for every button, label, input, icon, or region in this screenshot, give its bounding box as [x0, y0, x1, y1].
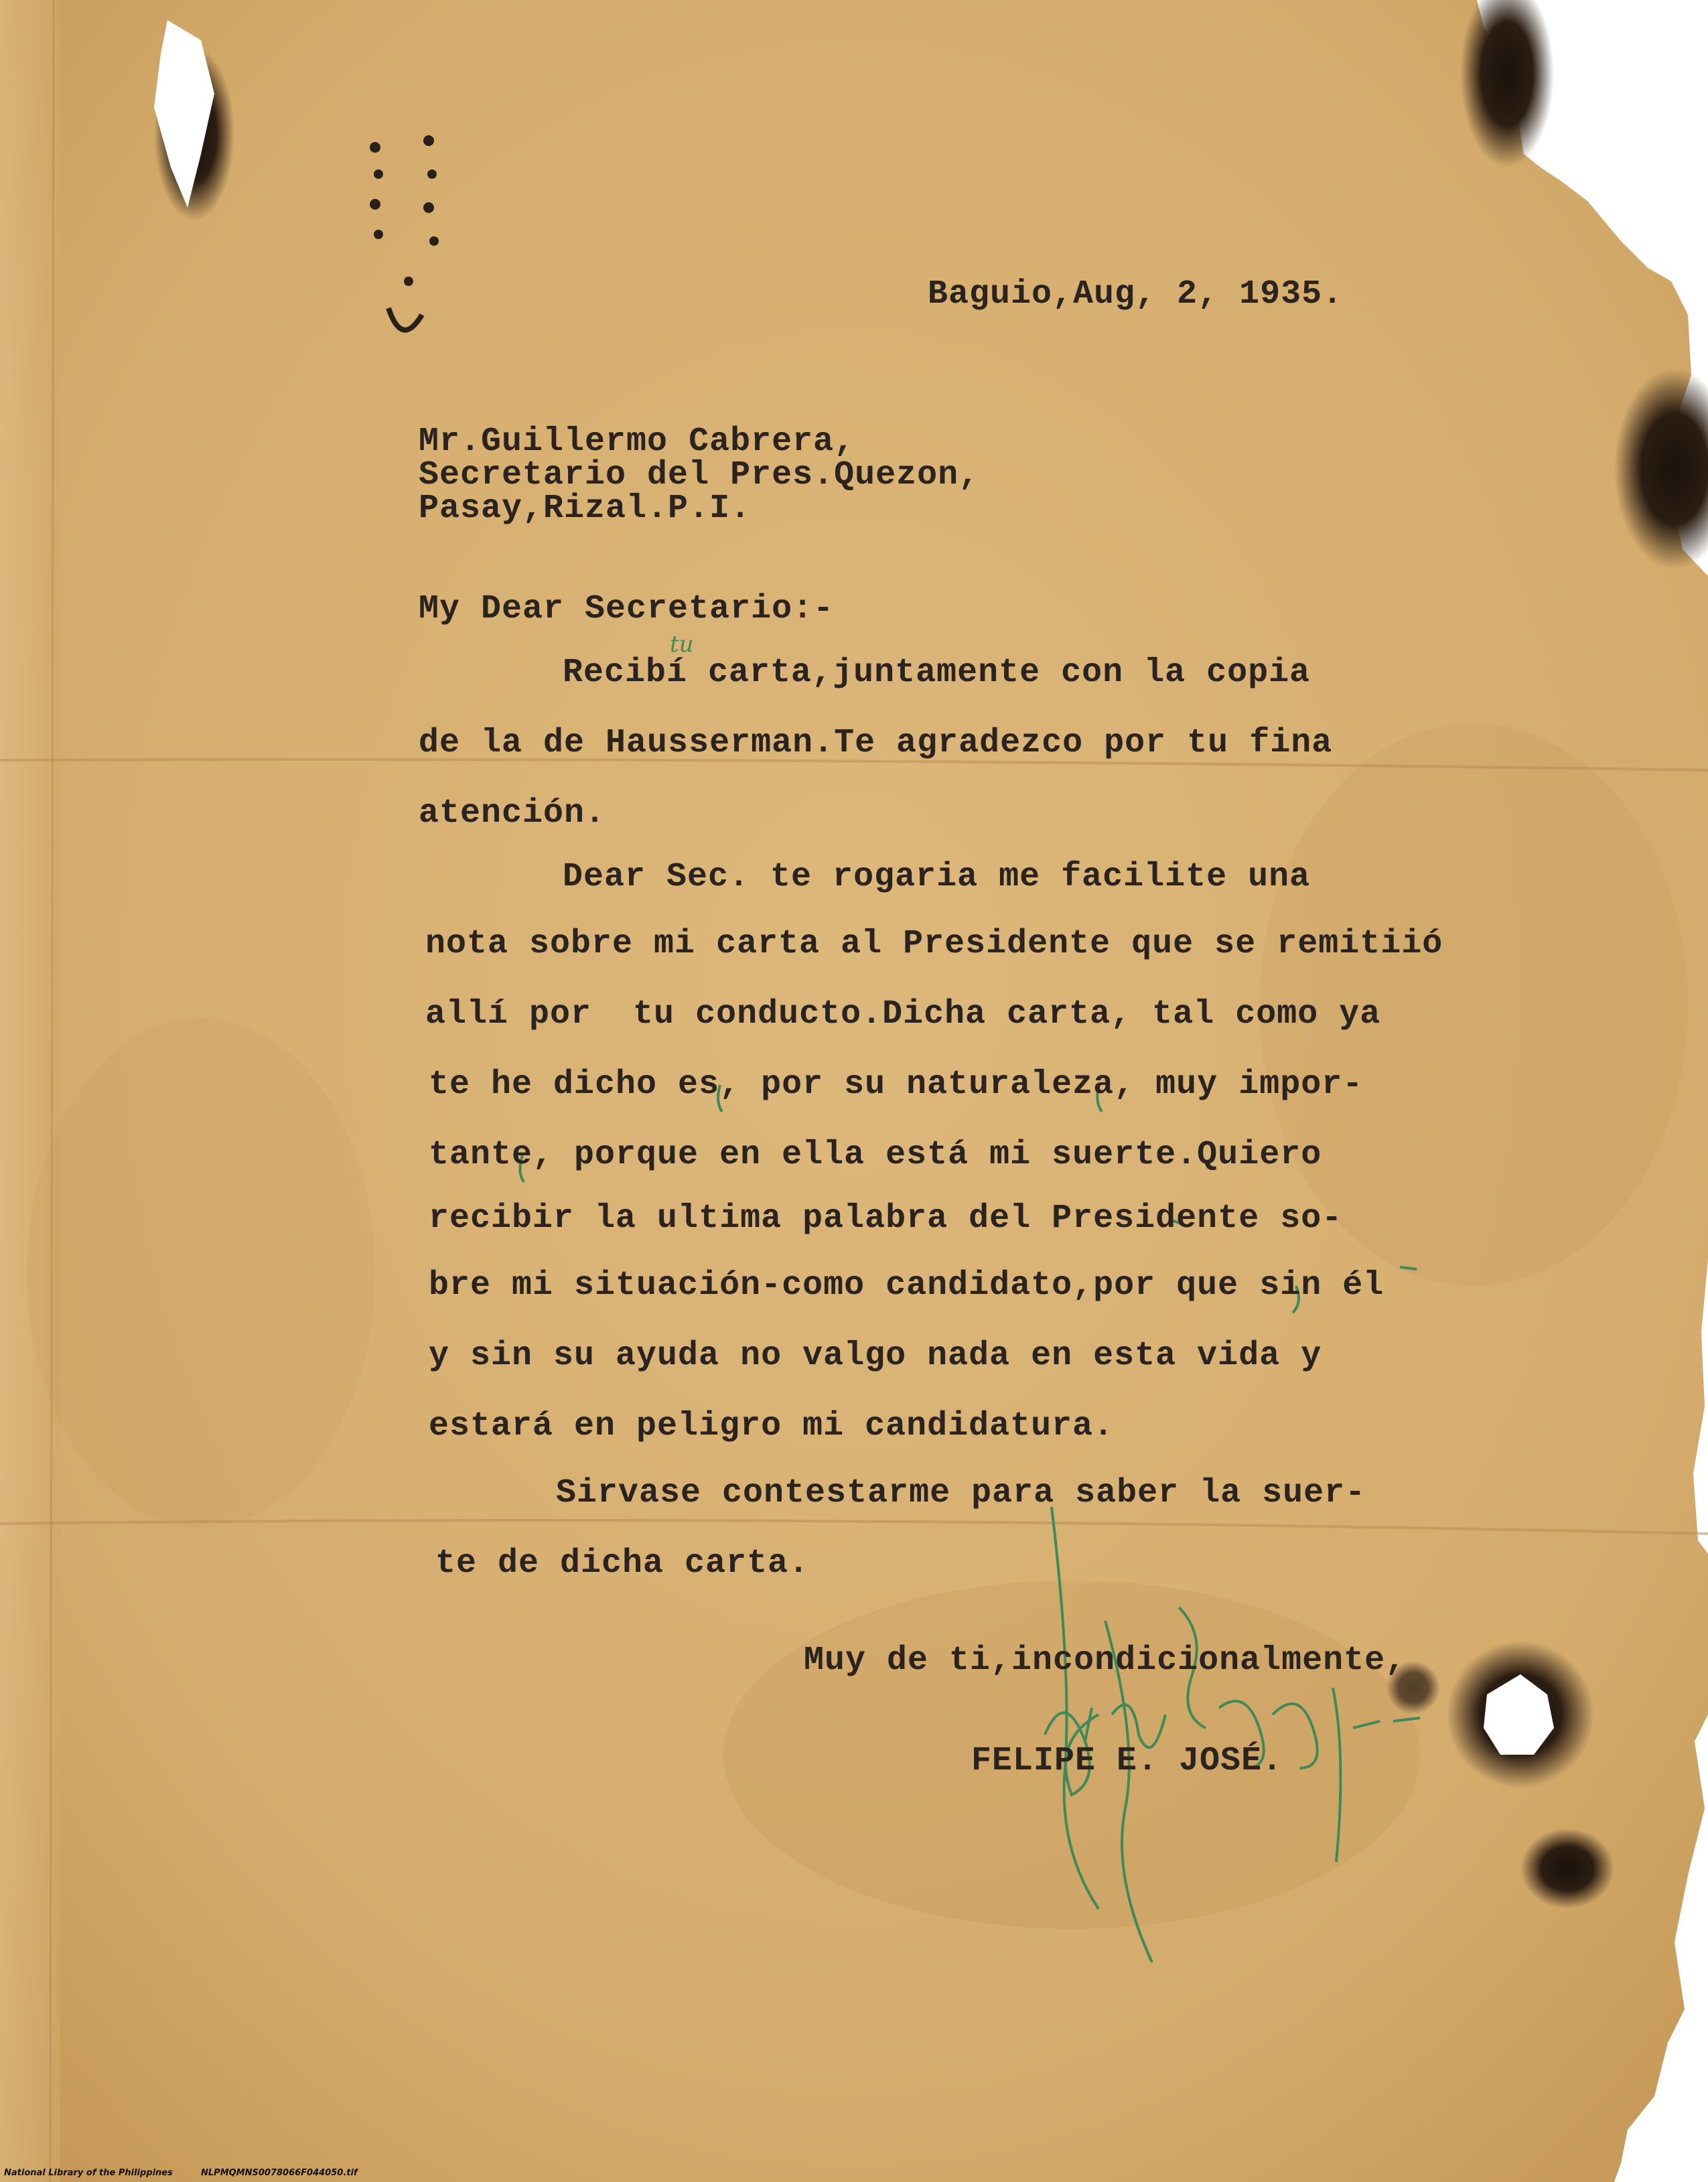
body-line: allí por tu conducto.Dicha carta, tal como ya — [425, 995, 1381, 1033]
footer-library: National Library of the Philippines — [4, 2168, 173, 2178]
body-line: bre mi situación-como candidato,por que sin él — [429, 1266, 1384, 1305]
body-line: y sin su ayuda no valgo nada en esta vida y — [429, 1337, 1322, 1375]
footer-file-id: NLPMQMNS0078066F044050.tif — [201, 2168, 358, 2178]
body-line: te de dicha carta. — [435, 1544, 810, 1583]
handwritten-insert: tu — [670, 631, 694, 658]
closing: Muy de ti,incondicionalmente, — [804, 1642, 1407, 1680]
body-line: tante, porque en ella está mi suerte.Quiero — [429, 1136, 1322, 1174]
body-line: atención. — [419, 794, 606, 832]
body-line: Dear Sec. te rogaria me facilite una — [563, 858, 1311, 896]
recipient-title: Secretario del Pres.Quezon, — [419, 456, 980, 494]
body-line: Sirvase contestarme para saber la suer- — [556, 1474, 1366, 1512]
body-line: de la de Hausserman.Te agradezco por tu fina — [419, 724, 1333, 762]
body-line: estará en peligro mi candidatura. — [429, 1407, 1115, 1445]
salutation: My Dear Secretario:- — [419, 590, 835, 628]
typed-signature: FELIPE E. JOSÉ. — [971, 1742, 1283, 1780]
body-line: te he dicho es, por su naturaleza, muy impor- — [429, 1066, 1364, 1104]
letter-date: Baguio,Aug, 2, 1935. — [928, 275, 1344, 313]
body-line: recibir la ultima palabra del Presidente so- — [429, 1199, 1343, 1238]
recipient-address: Pasay,Rizal.P.I. — [419, 490, 752, 528]
recipient-name: Mr.Guillermo Cabrera, — [419, 423, 855, 461]
body-line: nota sobre mi carta al Presidente que se remitiió — [425, 925, 1443, 963]
body-line: Recibí carta,juntamente con la copia — [563, 654, 1311, 692]
